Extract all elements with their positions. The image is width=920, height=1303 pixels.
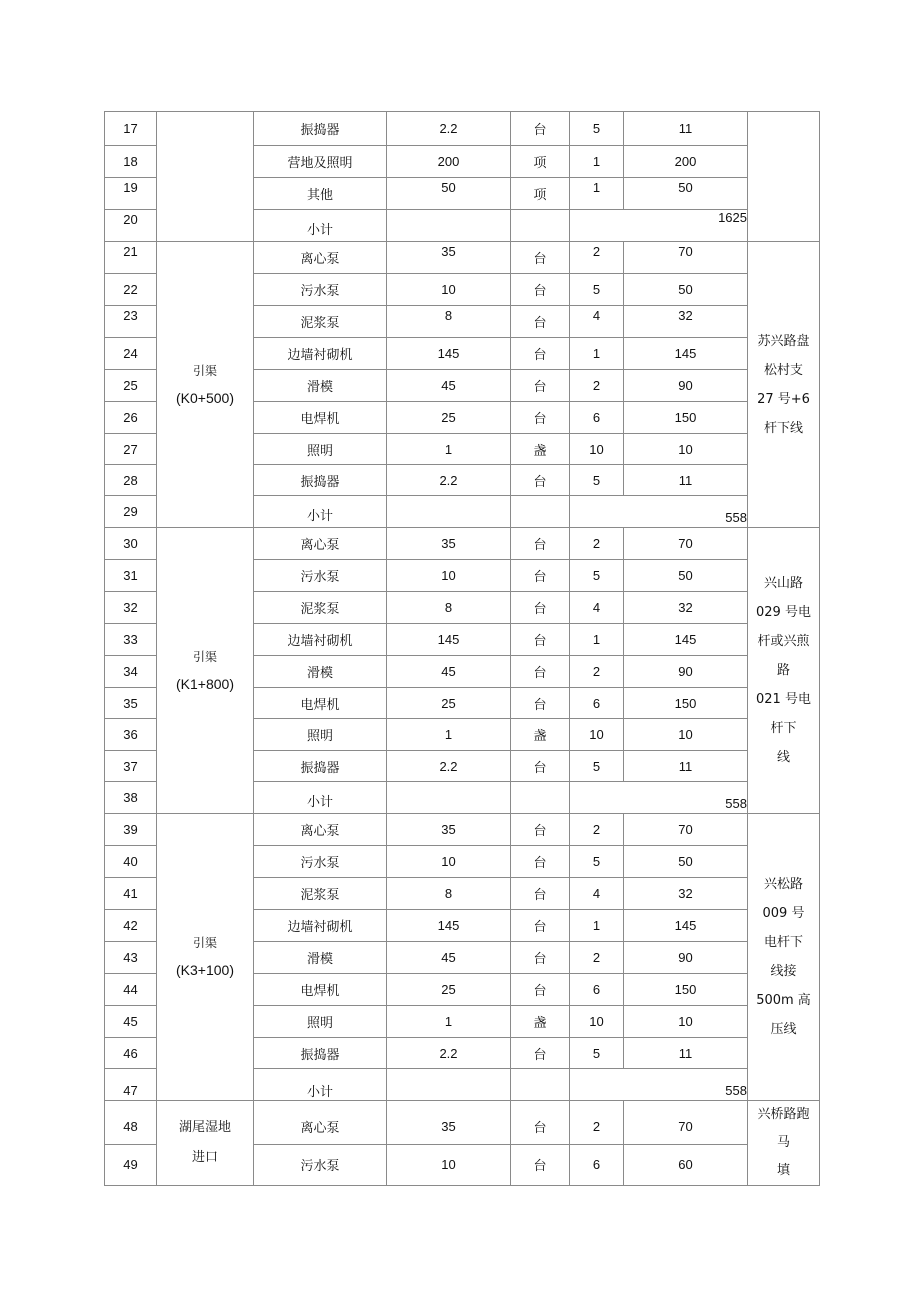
quantity-value: 4: [570, 878, 624, 910]
empty-cell: [511, 782, 570, 814]
total-power-value: 11: [624, 112, 748, 146]
power-source-line: 杆下: [770, 721, 797, 736]
table-row: [105, 528, 820, 560]
row-number: 48: [105, 1101, 157, 1145]
subtotal-label: 小计: [254, 782, 387, 814]
quantity-value: 5: [570, 465, 624, 496]
quantity-value: 5: [570, 1038, 624, 1069]
empty-cell: [387, 210, 511, 242]
total-power-value: 70: [624, 242, 748, 274]
row-number: 36: [105, 719, 157, 751]
power-value: 8: [387, 592, 511, 624]
unit-value: 台: [511, 370, 570, 402]
quantity-value: 1: [570, 178, 624, 210]
equipment-name: 电焊机: [254, 974, 387, 1006]
power-source-line: 杆下线: [763, 420, 803, 436]
power-source-cell: [748, 112, 820, 242]
empty-cell: [511, 496, 570, 528]
table-row: [105, 1101, 820, 1145]
row-number: 46: [105, 1038, 157, 1069]
equipment-name: 电焊机: [254, 688, 387, 719]
table-row: [105, 242, 820, 274]
unit-value: 台: [511, 688, 570, 719]
power-source-line: 线: [776, 750, 790, 765]
row-number: 26: [105, 402, 157, 434]
equipment-name: 污水泵: [254, 274, 387, 306]
row-number: 22: [105, 274, 157, 306]
power-value: 25: [387, 688, 511, 719]
row-number: 40: [105, 846, 157, 878]
subtotal-label: 小计: [254, 210, 387, 242]
total-power-value: 11: [624, 751, 748, 782]
row-number: 33: [105, 624, 157, 656]
unit-value: 台: [511, 814, 570, 846]
quantity-value: 6: [570, 1144, 624, 1185]
empty-cell: [511, 1069, 570, 1101]
unit-value: 项: [511, 146, 570, 178]
power-value: 1: [387, 1006, 511, 1038]
quantity-value: 5: [570, 112, 624, 146]
quantity-value: 2: [570, 242, 624, 274]
unit-value: 台: [511, 338, 570, 370]
unit-value: 台: [511, 306, 570, 338]
work-section-cell: [157, 814, 254, 1101]
power-source-line: 兴松路: [763, 877, 803, 892]
row-number: 42: [105, 910, 157, 942]
power-value: 50: [387, 178, 511, 210]
unit-value: 盏: [511, 434, 570, 465]
power-source-cell: [748, 242, 820, 528]
total-power-value: 10: [624, 434, 748, 465]
work-section-station: (K3+100): [176, 962, 234, 978]
row-number: 47: [105, 1069, 157, 1101]
row-number: 37: [105, 751, 157, 782]
power-value: 25: [387, 974, 511, 1006]
row-number: 28: [105, 465, 157, 496]
row-number: 21: [105, 242, 157, 274]
power-source-cell: [748, 814, 820, 1101]
total-power-value: 50: [624, 846, 748, 878]
work-section-station: (K1+800): [176, 675, 234, 692]
power-value: 2.2: [387, 112, 511, 146]
subtotal-label: 小计: [254, 1069, 387, 1101]
unit-value: 台: [511, 656, 570, 688]
power-source-line: 兴桥路跑马: [757, 1107, 810, 1150]
quantity-value: 6: [570, 974, 624, 1006]
quantity-value: 4: [570, 592, 624, 624]
power-source-cell: [748, 528, 820, 814]
quantity-value: 2: [570, 370, 624, 402]
total-power-value: 32: [624, 592, 748, 624]
quantity-value: 4: [570, 306, 624, 338]
power-source-line: 009 号: [762, 906, 805, 921]
equipment-name: 泥浆泵: [254, 878, 387, 910]
power-source-line: 松村支: [763, 362, 803, 378]
equipment-name: 离心泵: [254, 1101, 387, 1145]
total-power-value: 200: [624, 146, 748, 178]
total-power-value: 50: [624, 178, 748, 210]
row-number: 19: [105, 178, 157, 210]
unit-value: 台: [511, 402, 570, 434]
unit-value: 台: [511, 242, 570, 274]
total-power-value: 50: [624, 560, 748, 592]
equipment-name: 污水泵: [254, 1144, 387, 1185]
power-value: 10: [387, 274, 511, 306]
total-power-value: 150: [624, 402, 748, 434]
power-value: 35: [387, 528, 511, 560]
power-value: 1: [387, 434, 511, 465]
total-power-value: 70: [624, 528, 748, 560]
total-power-value: 11: [624, 465, 748, 496]
total-power-value: 145: [624, 910, 748, 942]
power-value: 10: [387, 846, 511, 878]
power-value: 10: [387, 1144, 511, 1185]
row-number: 20: [105, 210, 157, 242]
power-source-cell: [748, 1101, 820, 1186]
power-value: 1: [387, 719, 511, 751]
total-power-value: 150: [624, 974, 748, 1006]
unit-value: 台: [511, 112, 570, 146]
row-number: 45: [105, 1006, 157, 1038]
quantity-value: 1: [570, 338, 624, 370]
equipment-name: 污水泵: [254, 560, 387, 592]
total-power-value: 90: [624, 656, 748, 688]
unit-value: 台: [511, 910, 570, 942]
row-number: 43: [105, 942, 157, 974]
quantity-value: 1: [570, 624, 624, 656]
subtotal-value: 558: [570, 496, 748, 528]
unit-value: 台: [511, 974, 570, 1006]
row-number: 24: [105, 338, 157, 370]
quantity-value: 5: [570, 274, 624, 306]
unit-value: 台: [511, 1038, 570, 1069]
row-number: 29: [105, 496, 157, 528]
power-value: 8: [387, 306, 511, 338]
unit-value: 台: [511, 846, 570, 878]
work-section-cell: [157, 242, 254, 528]
equipment-name: 离心泵: [254, 242, 387, 274]
total-power-value: 90: [624, 942, 748, 974]
power-source-line: 电杆下: [763, 935, 803, 950]
equipment-name: 泥浆泵: [254, 306, 387, 338]
total-power-value: 70: [624, 1101, 748, 1145]
total-power-value: 32: [624, 878, 748, 910]
quantity-value: 10: [570, 434, 624, 465]
empty-cell: [387, 782, 511, 814]
equipment-name: 其他: [254, 178, 387, 210]
work-section-name: 引渠: [192, 363, 217, 378]
power-value: 35: [387, 1101, 511, 1145]
equipment-name: 振捣器: [254, 112, 387, 146]
equipment-name: 滑模: [254, 942, 387, 974]
total-power-value: 10: [624, 719, 748, 751]
power-value: 2.2: [387, 751, 511, 782]
total-power-value: 145: [624, 624, 748, 656]
power-source-line: 苏兴路盘: [757, 333, 810, 349]
power-value: 145: [387, 338, 511, 370]
work-section-cell: [157, 528, 254, 814]
power-value: 45: [387, 370, 511, 402]
power-value: 145: [387, 910, 511, 942]
power-value: 35: [387, 242, 511, 274]
equipment-name: 泥浆泵: [254, 592, 387, 624]
total-power-value: 145: [624, 338, 748, 370]
total-power-value: 10: [624, 1006, 748, 1038]
quantity-value: 5: [570, 751, 624, 782]
row-number: 27: [105, 434, 157, 465]
power-source-line: 27 号+6: [757, 391, 810, 407]
subtotal-label: 小计: [254, 496, 387, 528]
unit-value: 台: [511, 624, 570, 656]
work-section-station: (K0+500): [176, 389, 234, 406]
power-value: 45: [387, 656, 511, 688]
power-source-line: 线接: [770, 964, 797, 979]
total-power-value: 11: [624, 1038, 748, 1069]
power-source-line: 021 号电: [756, 692, 811, 707]
power-value: 35: [387, 814, 511, 846]
row-number: 38: [105, 782, 157, 814]
quantity-value: 2: [570, 656, 624, 688]
total-power-value: 70: [624, 814, 748, 846]
work-section-name: 引渠: [192, 936, 217, 950]
equipment-name: 滑模: [254, 370, 387, 402]
equipment-name: 照明: [254, 1006, 387, 1038]
total-power-value: 90: [624, 370, 748, 402]
equipment-name: 振捣器: [254, 751, 387, 782]
unit-value: 项: [511, 178, 570, 210]
equipment-name: 电焊机: [254, 402, 387, 434]
row-number: 34: [105, 656, 157, 688]
equipment-name: 营地及照明: [254, 146, 387, 178]
unit-value: 台: [511, 560, 570, 592]
quantity-value: 2: [570, 528, 624, 560]
work-section-name: 湖尾湿地: [178, 1120, 231, 1135]
unit-value: 盏: [511, 719, 570, 751]
unit-value: 台: [511, 942, 570, 974]
quantity-value: 2: [570, 942, 624, 974]
quantity-value: 5: [570, 846, 624, 878]
unit-value: 台: [511, 751, 570, 782]
total-power-value: 150: [624, 688, 748, 719]
empty-cell: [387, 1069, 511, 1101]
power-value: 8: [387, 878, 511, 910]
subtotal-value: 558: [570, 1069, 748, 1101]
quantity-value: 5: [570, 560, 624, 592]
subtotal-value: 1625: [570, 210, 748, 242]
empty-cell: [511, 210, 570, 242]
equipment-name: 照明: [254, 719, 387, 751]
row-number: 44: [105, 974, 157, 1006]
work-section-cell: [157, 112, 254, 242]
total-power-value: 32: [624, 306, 748, 338]
row-number: 39: [105, 814, 157, 846]
row-number: 49: [105, 1144, 157, 1185]
empty-cell: [387, 496, 511, 528]
row-number: 18: [105, 146, 157, 178]
power-source-line: 杆或兴煎: [757, 634, 810, 649]
power-source-line: 029 号电: [756, 605, 811, 620]
power-source-line: 500m 高: [756, 993, 811, 1008]
quantity-value: 2: [570, 814, 624, 846]
equipment-power-table: [104, 111, 820, 1186]
power-value: 2.2: [387, 1038, 511, 1069]
unit-value: 盏: [511, 1006, 570, 1038]
power-value: 200: [387, 146, 511, 178]
row-number: 32: [105, 592, 157, 624]
equipment-name: 离心泵: [254, 814, 387, 846]
row-number: 31: [105, 560, 157, 592]
power-source-line: 压线: [770, 1022, 797, 1037]
power-source-line: 填: [776, 1163, 790, 1178]
work-section-station: 进口: [191, 1150, 218, 1165]
work-section-name: 引渠: [192, 649, 217, 664]
total-power-value: 50: [624, 274, 748, 306]
quantity-value: 1: [570, 146, 624, 178]
unit-value: 台: [511, 528, 570, 560]
equipment-name: 边墙衬砌机: [254, 910, 387, 942]
quantity-value: 6: [570, 688, 624, 719]
quantity-value: 1: [570, 910, 624, 942]
power-value: 145: [387, 624, 511, 656]
equipment-name: 振捣器: [254, 1038, 387, 1069]
power-source-line: 路: [776, 663, 790, 678]
equipment-name: 边墙衬砌机: [254, 624, 387, 656]
table-row: [105, 112, 820, 146]
equipment-name: 振捣器: [254, 465, 387, 496]
equipment-name: 滑模: [254, 656, 387, 688]
equipment-name: 边墙衬砌机: [254, 338, 387, 370]
equipment-name: 离心泵: [254, 528, 387, 560]
unit-value: 台: [511, 878, 570, 910]
row-number: 35: [105, 688, 157, 719]
power-value: 2.2: [387, 465, 511, 496]
unit-value: 台: [511, 592, 570, 624]
row-number: 25: [105, 370, 157, 402]
power-value: 10: [387, 560, 511, 592]
unit-value: 台: [511, 1101, 570, 1145]
row-number: 23: [105, 306, 157, 338]
unit-value: 台: [511, 274, 570, 306]
subtotal-value: 558: [570, 782, 748, 814]
quantity-value: 10: [570, 719, 624, 751]
unit-value: 台: [511, 1144, 570, 1185]
equipment-name: 污水泵: [254, 846, 387, 878]
table-row: [105, 814, 820, 846]
power-value: 45: [387, 942, 511, 974]
work-section-cell: [157, 1101, 254, 1186]
power-value: 25: [387, 402, 511, 434]
unit-value: 台: [511, 465, 570, 496]
quantity-value: 2: [570, 1101, 624, 1145]
row-number: 17: [105, 112, 157, 146]
quantity-value: 6: [570, 402, 624, 434]
row-number: 41: [105, 878, 157, 910]
total-power-value: 60: [624, 1144, 748, 1185]
row-number: 30: [105, 528, 157, 560]
power-source-line: 兴山路: [763, 576, 803, 591]
quantity-value: 10: [570, 1006, 624, 1038]
equipment-name: 照明: [254, 434, 387, 465]
